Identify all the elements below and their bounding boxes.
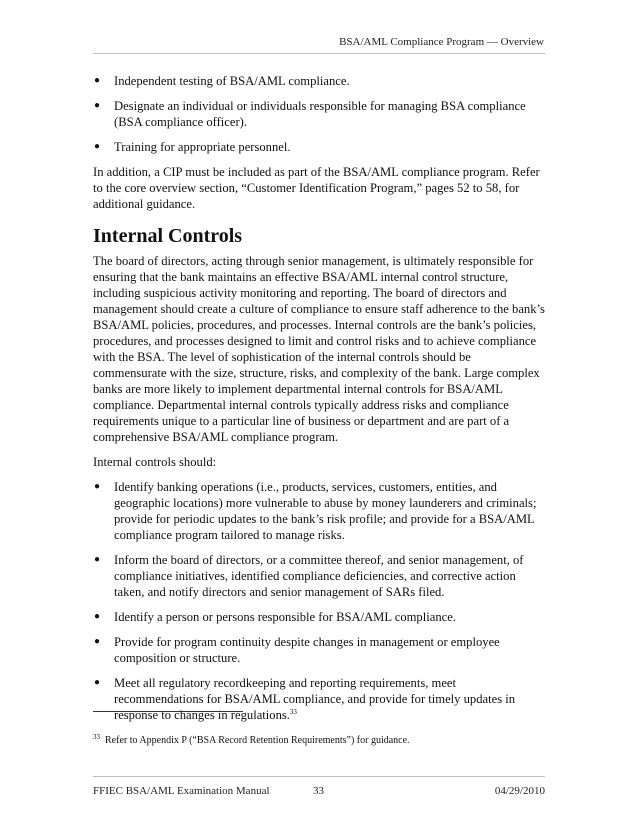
bullet-icon: ● [94,554,101,565]
list-item-text: Training for appropriate personnel. [114,140,291,154]
bullet-icon: ● [94,141,101,152]
program-requirements-list [93,73,545,155]
footnote-reference[interactable]: 33 [289,707,297,716]
internal-controls-list [93,479,545,723]
list-item [93,479,545,543]
bullet-icon: ● [94,636,101,647]
internal-controls-paragraph: The board of directors, acting through senior management, is ultimately responsible for ensuring that the bank maintains an effective BSA/AML internal control structure, including suspicious activity monitoring and reporting. The board of directors and management should create a culture of compliance to ensure staff adherence to the bank’s BSA/AML policies, procedures, and processes. Internal controls are the bank’s policies, procedures, and processes designed to limit and control risks and to achieve compliance with the BSA. The level of sophistication of the internal controls should be commensurate with the size, structure, risks, and complexity of the bank. Large complex banks are more likely to implement departmental internal controls for BSA/AML compliance. Departmental internal controls typically address risks and compliance requirements unique to a particular line of business or department and are part of a comprehensive BSA/AML compliance program. [93,254,545,444]
footnote-number: 33 [93,732,100,741]
list-item-text: Meet all regulatory recordkeeping and reporting requirements, meet recommendations for BSA/AML compliance, and provide for timely updates in response to changes in regulations. [114,676,516,722]
page-number: 33 [313,785,324,797]
list-item-text: Independent testing of BSA/AML compliance. [114,74,350,88]
list-item [93,552,545,600]
list-item [93,139,545,155]
list-item [93,73,545,89]
header-divider [93,53,545,54]
footer-manual-title: FFIEC BSA/AML Examination Manual [93,785,270,797]
list-item [93,98,545,130]
cip-paragraph: In addition, a CIP must be included as part of the BSA/AML compliance program. Refer to the core overview section, “Customer Identification Program,” pages 52 to 58, for additional guidance. [93,165,540,211]
bullet-icon: ● [94,481,101,492]
page-body [93,73,545,732]
footnote-text: Refer to Appendix P (“BSA Record Retention Requirements”) for guidance. [105,735,410,746]
running-header: BSA/AML Compliance Program — Overview [339,36,544,48]
footer-divider [93,776,545,777]
list-item [93,634,545,666]
bullet-icon: ● [94,100,101,111]
list-item [93,609,545,625]
bullet-icon: ● [94,677,101,688]
list-item [93,675,545,723]
bullet-icon: ● [94,75,101,86]
footnote [93,732,545,746]
section-heading: Internal Controls [93,225,243,247]
list-item-text: Identify banking operations (i.e., products, services, customers, entities, and geographic locations) more vulnerable to abuse by money launderers and criminals; provide for periodic updates to the bank’s risk profile; and provide for a BSA/AML compliance program tailored to manage risks. [114,480,537,542]
footer-date: 04/29/2010 [494,785,545,797]
bullet-icon: ● [94,611,101,622]
footnote-divider [93,711,243,712]
internal-controls-intro: Internal controls should: [93,455,217,469]
list-item-text: Designate an individual or individuals responsible for managing BSA compliance (BSA compliance officer). [114,99,526,129]
list-item-text: Identify a person or persons responsible for BSA/AML compliance. [114,610,456,624]
list-item-text: Provide for program continuity despite changes in management or employee composition or structure. [114,635,500,665]
list-item-text: Inform the board of directors, or a committee thereof, and senior management, of compliance initiatives, identified compliance deficiencies, and corrective action taken, and notify directors and senior management of SARs filed. [114,553,524,599]
